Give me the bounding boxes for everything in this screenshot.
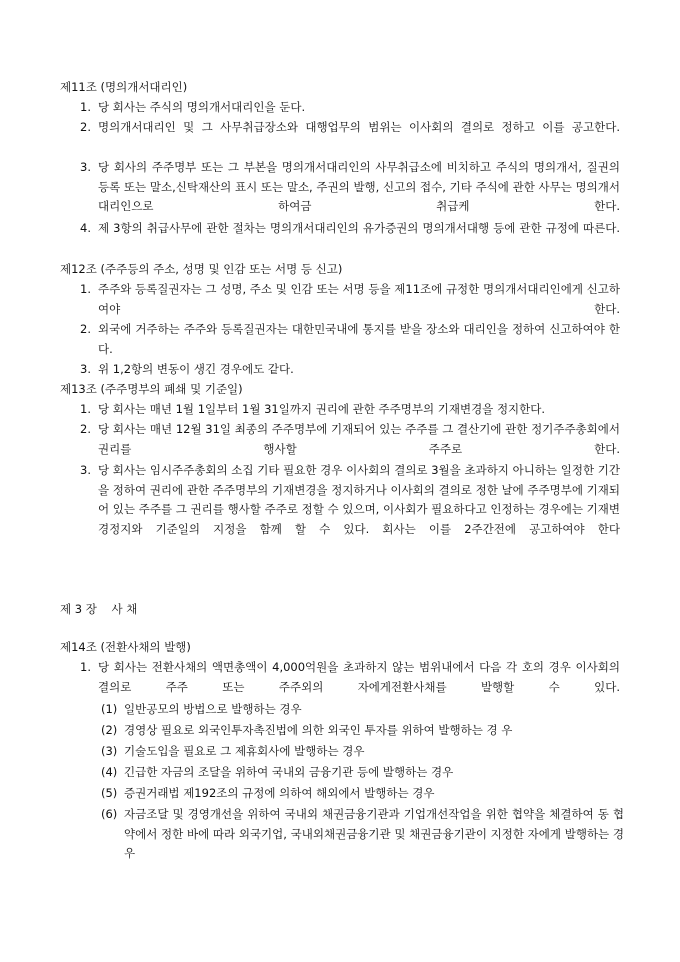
sub-item-1-text: 일반공모의 방법으로 발행하는 경우 [124, 702, 302, 716]
article-12-item-3-text: 위 1,2항의 변동이 생긴 경우에도 같다. [98, 362, 294, 376]
sub-item-3-number: (3) [101, 744, 118, 758]
article-11-heading: 제11조 (명의개서대리인) [60, 80, 188, 94]
sub-item-4-number: (4) [101, 765, 118, 779]
sub-item-6-text: 자금조달 및 경영개선을 위하여 국내외 채권금융기관과 기업개선작업을 위한 협약을 체결하여 동 협약에서 정한 바에 따라 외국기업, 국내외채권금융기관 및 채권금융기관이 지정한 자에게 발행하는 경우 [124, 807, 624, 860]
article-11-item-1-text: 당 회사는 주식의 명의개서대리인을 둔다. [98, 100, 306, 114]
article-13-item-1-text: 당 회사는 매년 1월 1일부터 1월 31일까지 권리에 관한 주주명부의 기재변경을 정지한다. [98, 402, 546, 416]
sub-item-6-number: (6) [101, 807, 118, 821]
article-14-item-1-text: 당 회사는 전환사채의 액면총액이 4,000억원을 초과하지 않는 범위내에서 다음 각 호의 경우 이사회의 결의로 주주 또는 주주외의 자에게전환사채를 발행할 수 있다. [98, 660, 620, 694]
article-14-heading: 제14조 (전환사채의 발행) [60, 640, 191, 654]
article-12-heading: 제12조 (주주등의 주소, 성명 및 인감 또는 서명 등 신고) [60, 262, 343, 276]
article-13-heading: 제13조 (주주명부의 폐쇄 및 기준일) [60, 382, 243, 396]
article-11-item-2-text: 명의개서대리인 및 그 사무취급장소와 대행업무의 범위는 이사회의 결의로 정하고 이를 공고한다. [98, 120, 620, 134]
article-11-item-2-number: 2. [80, 120, 91, 134]
sub-item-3-text: 기술도입을 필요로 그 제휴회사에 발행하는 경우 [124, 744, 365, 758]
article-13-item-3-number: 3. [80, 463, 91, 477]
article-12-item-2-text: 외국에 거주하는 주주와 등록질권자는 대한민국내에 통지를 받을 장소와 대리인을 정하여 신고하여야 한다. [98, 322, 620, 356]
article-12-item-2-number: 2. [80, 322, 91, 336]
sub-item-2-text: 경영상 필요로 외국인투자촉진법에 의한 외국인 투자를 위하여 발행하는 경 우 [124, 723, 513, 737]
sub-item-2-number: (2) [101, 723, 118, 737]
sub-item-1-number: (1) [101, 702, 118, 716]
article-11-item-4-number: 4. [80, 221, 91, 235]
article-12-item-1-number: 1. [80, 282, 91, 296]
article-12-item-1-text: 주주와 등록질권자는 그 성명, 주소 및 인감 또는 서명 등을 제11조에 규정한 명의개서대리인에게 신고하여야 한다. [98, 282, 620, 316]
article-13-item-1-number: 1. [80, 402, 91, 416]
article-14-item-1-number: 1. [80, 660, 91, 674]
article-11-item-3-text: 당 회사의 주주명부 또는 그 부본을 명의개서대리인의 사무취급소에 비치하고 주식의 명의개서, 질권의 등록 또는 말소,신탁재산의 표시 또는 말소, 주권의 발행, 신고의 접수, 기타 주식에 관한 사무는 명의개서대리인으로 하여금 취급케 한다. [98, 160, 620, 213]
article-12-item-3-number: 3. [80, 362, 91, 376]
article-11-item-3-number: 3. [80, 160, 91, 174]
article-13-item-3-text: 당 회사는 임시주주총회의 소집 기타 필요한 경우 이사회의 결의로 3월을 초과하지 아니하는 일정한 기간을 정하여 권리에 관한 주주명부의 기재변경을 정지하거나 이사회의 결의로 정한 날에 주주명부에 기재되어 있는 주주를 그 권리를 행사할 주주로 정할 수 있으며, 이사회가 필요하다고 인정하는 경우에는 기재변경정지와 기준일의 지정을 함께 할 수 있다. 회사는 이를 2주간전에 공고하여야 한다 [98, 463, 620, 536]
sub-item-5-number: (5) [101, 786, 118, 800]
article-11-item-1-number: 1. [80, 100, 91, 114]
chapter-3-heading: 제 3 장 사 채 [60, 602, 138, 616]
sub-item-5-text: 증권거래법 제192조의 규정에 의하여 해외에서 발행하는 경우 [124, 786, 435, 800]
article-13-item-2-text: 당 회사는 매년 12월 31일 최종의 주주명부에 기재되어 있는 주주를 그 결산기에 관한 정기주주총회에서 권리를 행사할 주주로 한다. [98, 422, 620, 456]
sub-item-4-text: 긴급한 자금의 조달을 위하여 국내외 금융기관 등에 발행하는 경우 [124, 765, 454, 779]
article-11-item-4-text: 제 3항의 취급사무에 관한 절차는 명의개서대리인의 유가증권의 명의개서대행 등에 관한 규정에 따른다. [98, 221, 620, 235]
article-13-item-2-number: 2. [80, 422, 91, 436]
